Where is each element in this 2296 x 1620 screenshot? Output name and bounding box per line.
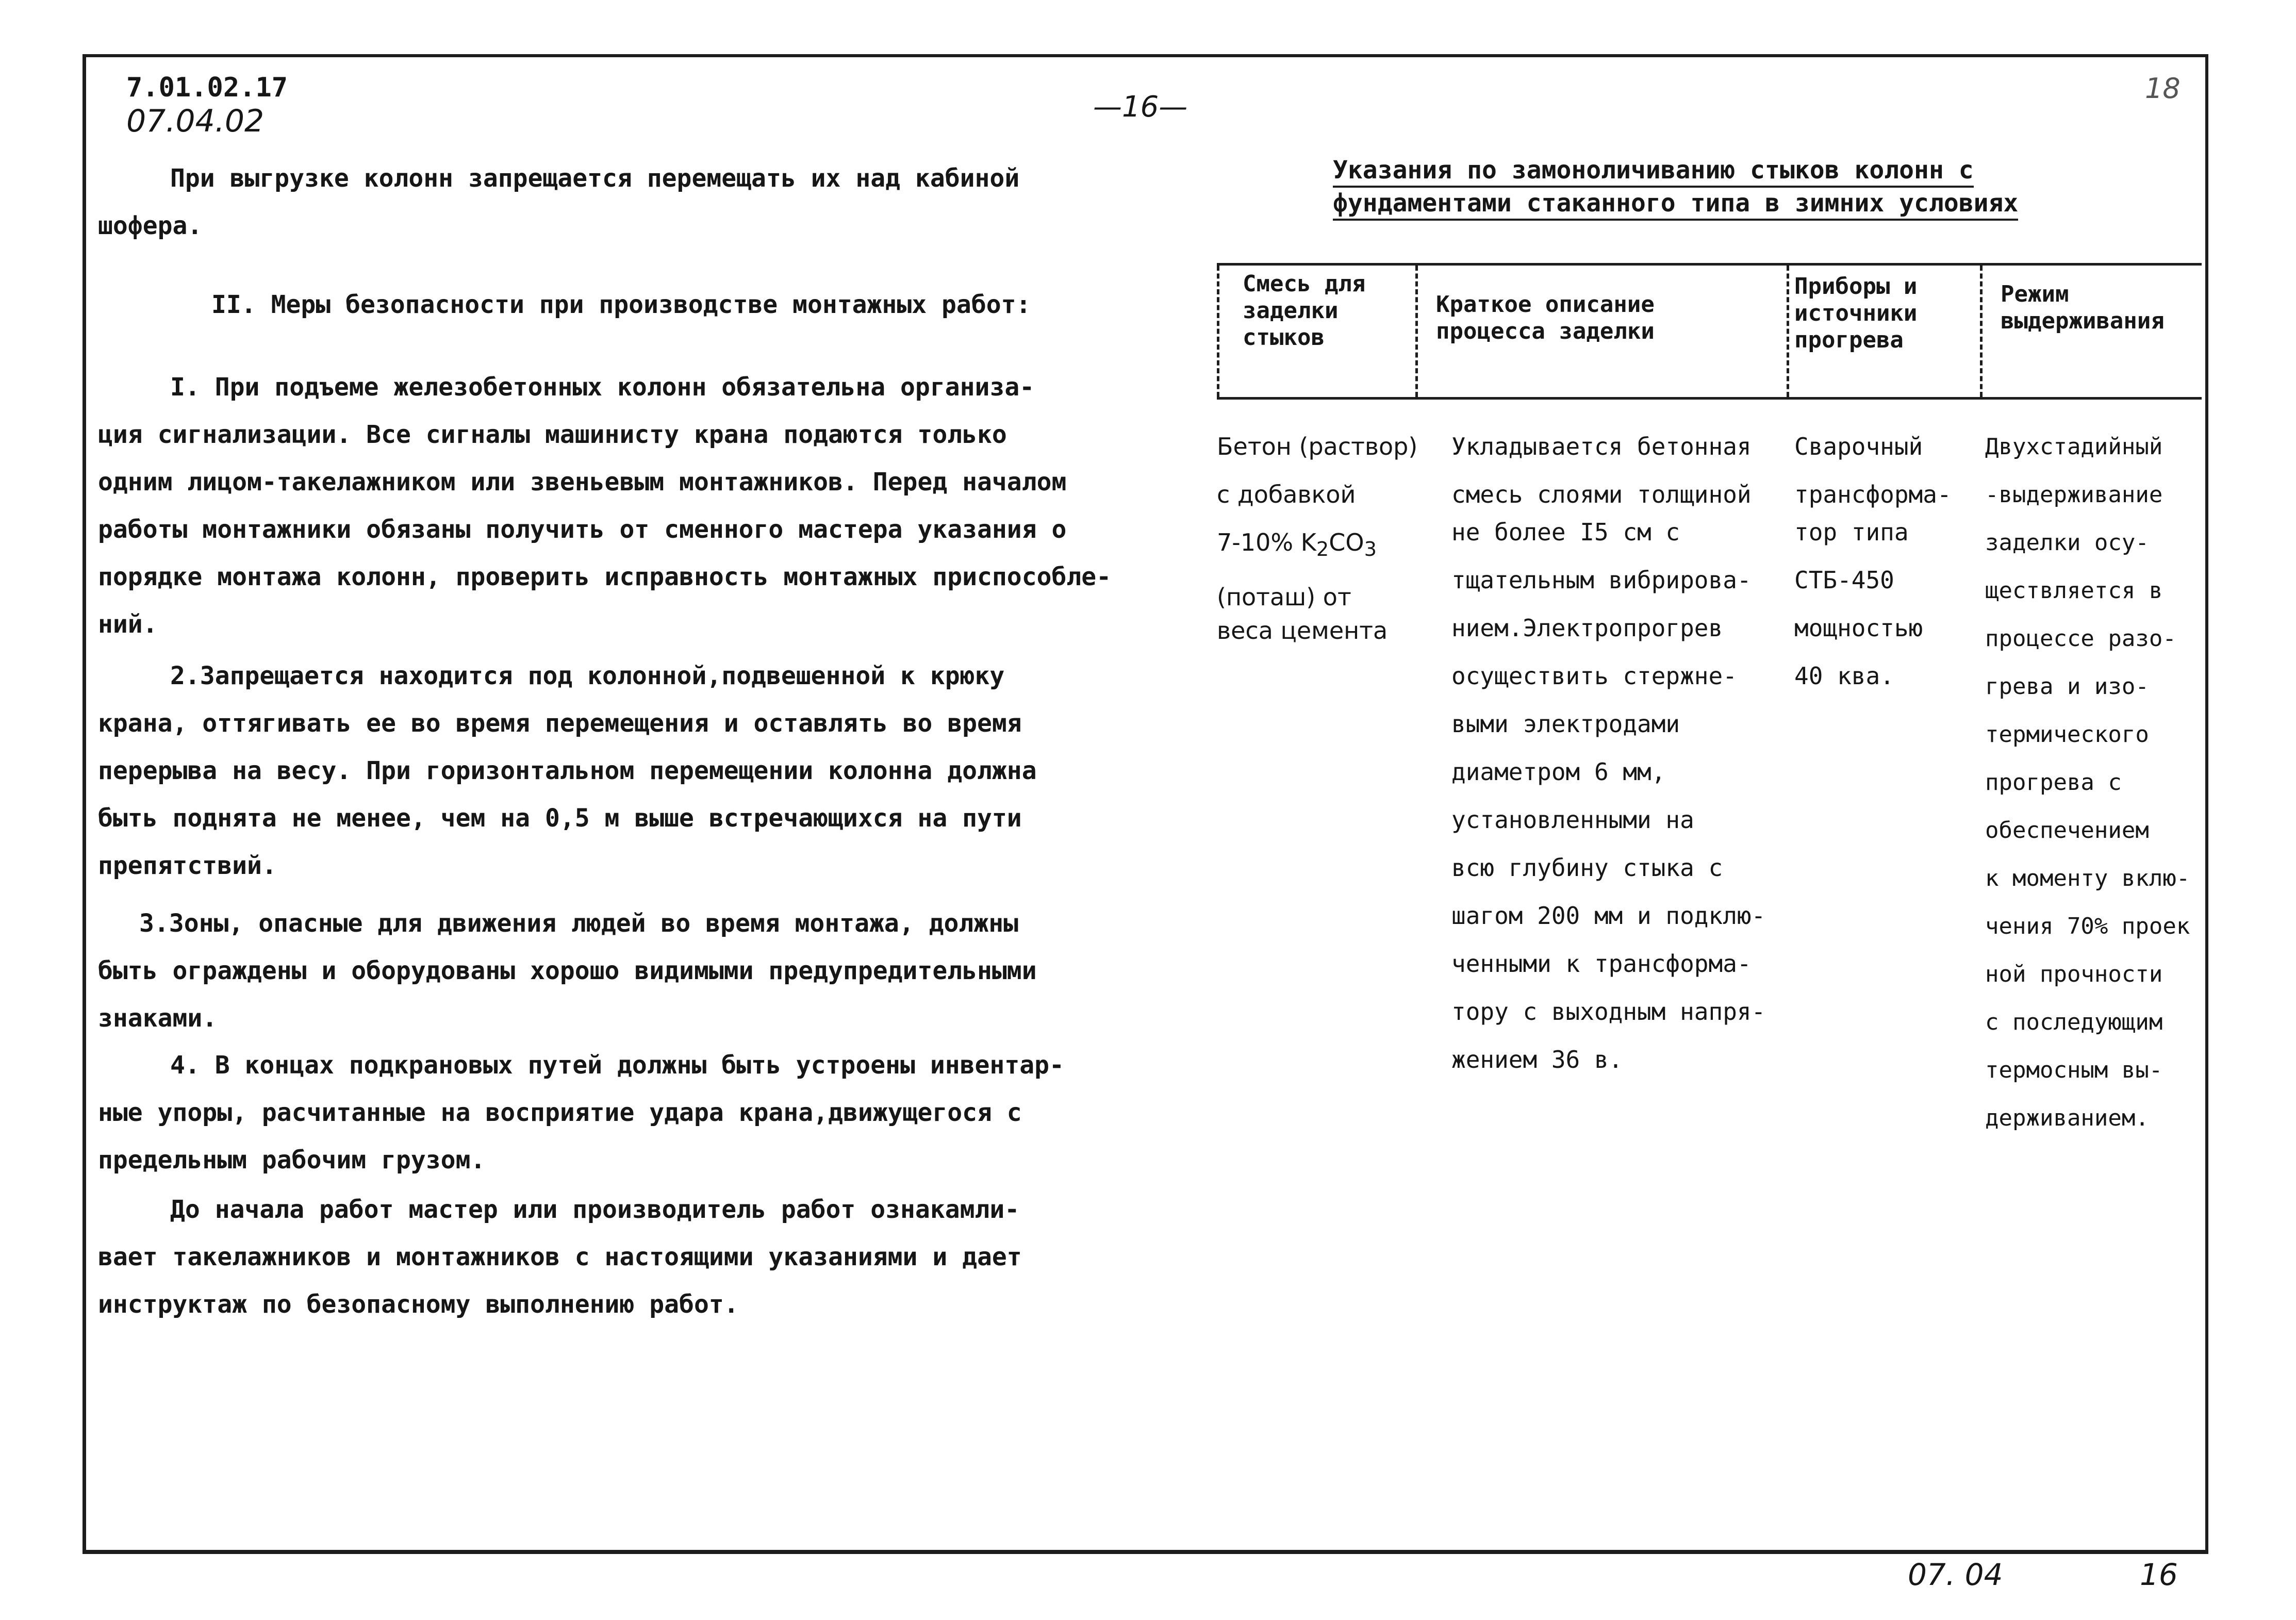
doc-code: 7.01.02.17 — [126, 72, 288, 103]
doc-code-handwritten: 07.04.02 — [126, 103, 265, 139]
table-header-description: Краткое описание процесса заделки — [1436, 291, 1655, 344]
table-cell-description: Укладывается бетонная смесь слоями толщиной не более I5 см с тщательным вибрирова- нием.Электропрогрев осуществить стержне- выми электродами диаметром 6 мм, установленными на всю глубину стыка с шагом 200 мм и подклю- ченными к трансформа- тору с выходным напря- жением 36 в. — [1451, 433, 1766, 1073]
safety-item-2: 2.Запрещается находится под колонной,подвешенной к крюку крана, оттягивать ее во время перемещения и оставлять во время перерыва на весу. При горизонтальном перемещении колонна должна быть поднята не менее, чем на 0,5 м выше встречающихся на пути препятствий. — [98, 662, 1037, 880]
table-cell-mode: Двухстадийный -выдерживание заделки осу- ществляется в процессе разо- грева и изо- термического прогрева с обеспечением к моменту вклю- чения 70% проек ной прочности с последующим термосным вы- держиванием. — [1985, 434, 2190, 1131]
table-header-mix: Смесь для заделки стыков — [1243, 271, 1366, 351]
table-cell-devices: Сварочный трансформа- тор типа СТБ-450 мощностью 40 ква. — [1794, 433, 1952, 690]
formula-potash: 7-10% $K_2CO_3$ — [1217, 528, 1377, 561]
paragraph-instruction: До начала работ мастер или производитель работ ознакамли- вает такелажников и монтажников с настоящими указаниями и дает инструктаж по безопасному выполнению работ. — [98, 1195, 1022, 1319]
paragraph-unloading-cont: шофера. — [98, 211, 203, 240]
table-col-divider-1 — [1415, 266, 1418, 397]
safety-item-3: 3.Зоны, опасные для движения людей во время монтажа, должны быть ограждены и оборудованы хорошо видимыми предупредительными знаками. — [98, 909, 1037, 1033]
sheet-number: 18 — [2145, 72, 2181, 105]
table-col-divider-3 — [1980, 266, 1983, 397]
safety-item-1: I. При подъеме железобетонных колонн обязательна организа- ция сигнализации. Все сигналы машинисту крана подаются только одним лицом-такелажником или звеньевым монтажников. Перед началом работы монтажники обязаны получить от сменного мастера указания о порядке монтажа колонн, проверить исправность монтажных приспособле- ний. — [98, 373, 1112, 639]
page-marker: —16— — [1093, 90, 1188, 124]
table-col-divider-0 — [1217, 266, 1219, 397]
section-heading: II. Меры безопасности при производстве монтажных работ: — [211, 290, 1031, 319]
table-top-rule — [1217, 263, 2202, 266]
safety-item-4: 4. В концах подкрановых путей должны быть устроены инвентар- ные упоры, расчитанные на восприятие удара крана,движущегося с предельным рабочим грузом. — [98, 1051, 1064, 1175]
footer-code: 07. 04 — [1908, 1557, 2003, 1592]
table-cell-mix: Бетон (раствор) с добавкой 7-10% $K_2CO_3$ (поташ) от веса цемента — [1217, 433, 1418, 645]
table-header-mode: Режим выдерживания — [2001, 281, 2165, 334]
table-col-divider-2 — [1787, 266, 1789, 397]
table-header-rule — [1217, 397, 2202, 400]
table-header-devices: Приборы и источники прогрева — [1794, 273, 1918, 353]
paragraph-unloading: При выгрузке колонн запрещается перемещать их над кабиной — [170, 164, 1020, 193]
footer-page: 16 — [2140, 1557, 2178, 1592]
table-title: Указания по замоноличиванию стыков колонн с фундаментами стаканного типа в зимних условиях — [1333, 155, 2018, 221]
